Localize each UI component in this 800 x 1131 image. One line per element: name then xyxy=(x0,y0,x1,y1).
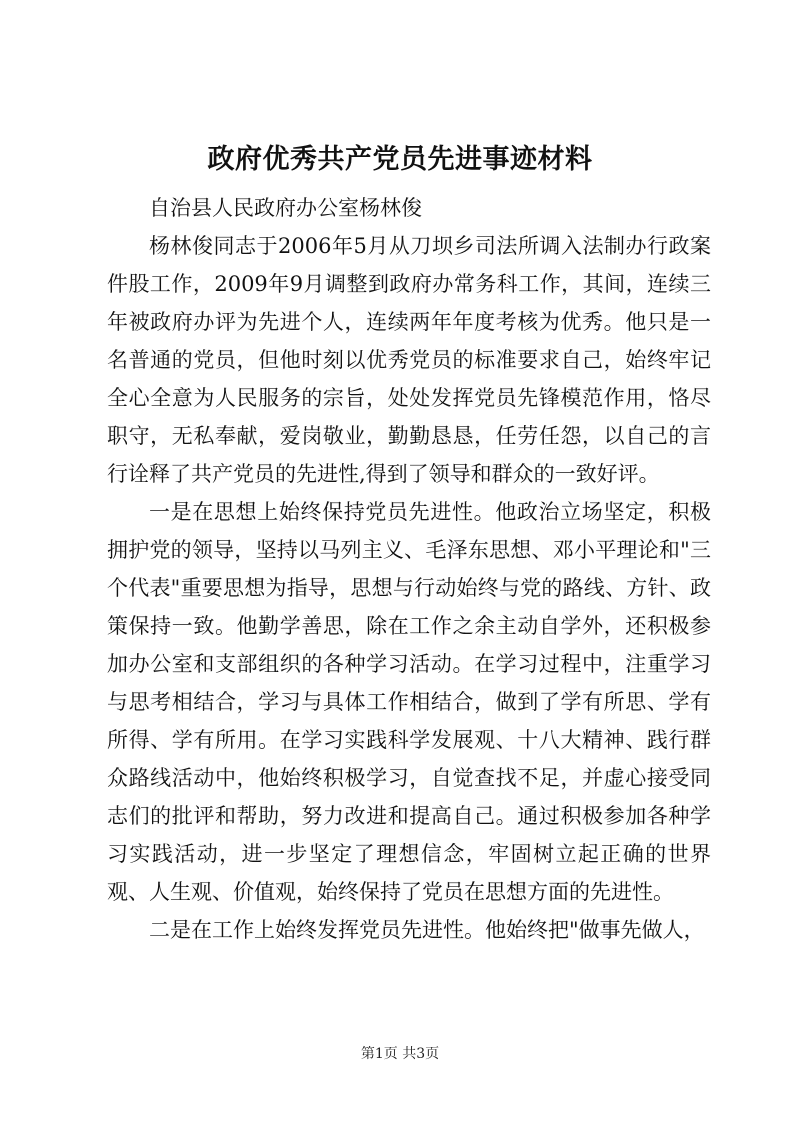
paragraph-work: 二是在工作上始终发挥党员先进性。他始终把"做事先做人， xyxy=(149,918,705,942)
page-footer: 第1页 共3页 xyxy=(360,1046,440,1062)
paragraph-intro: 杨林俊同志于2006年5月从刀坝乡司法所调入法制办行政案件股工作，2009年9月调整到政府办常务科工作，其间，连续三年被政府办评为先进个人，连续两年年度考核为优秀。他只是一名普通的党员，但他时刻以优秀党员的标准要求自己，始终牢记全心全意为人民服务的宗旨，处处发挥党员先锋模范作用，恪尽职守，无私奉献，爱岗敬业，勤勤恳恳，任劳任怨，以自己的言行诠释了共产党员的先进性,得到了领导和群众的一致好评。 xyxy=(107,234,711,486)
document-title: 政府优秀共产党员先进事迹材料 xyxy=(207,144,593,175)
author-byline: 自治县人民政府办公室杨林俊 xyxy=(149,196,422,220)
document-body xyxy=(107,189,711,949)
paragraph-ideology: 一是在思想上始终保持党员先进性。他政治立场坚定，积极拥护党的领导，坚持以马列主义、毛泽东思想、邓小平理论和"三个代表"重要思想为指导，思想与行动始终与党的路线、方针、政策保持一致。他勤学善思，除在工作之余主动自学外，还积极参加办公室和支部组织的各种学习活动。在学习过程中，注重学习与思考相结合，学习与具体工作相结合，做到了学有所思、学有所得、学有所用。在学习实践科学发展观、十八大精神、践行群众路线活动中，他始终积极学习，自觉查找不足，并虚心接受同志们的批评和帮助，努力改进和提高自己。通过积极参加各种学习实践活动，进一步坚定了理想信念，牢固树立起正确的世界观、人生观、价值观，始终保持了党员在思想方面的先进性。 xyxy=(107,500,711,904)
